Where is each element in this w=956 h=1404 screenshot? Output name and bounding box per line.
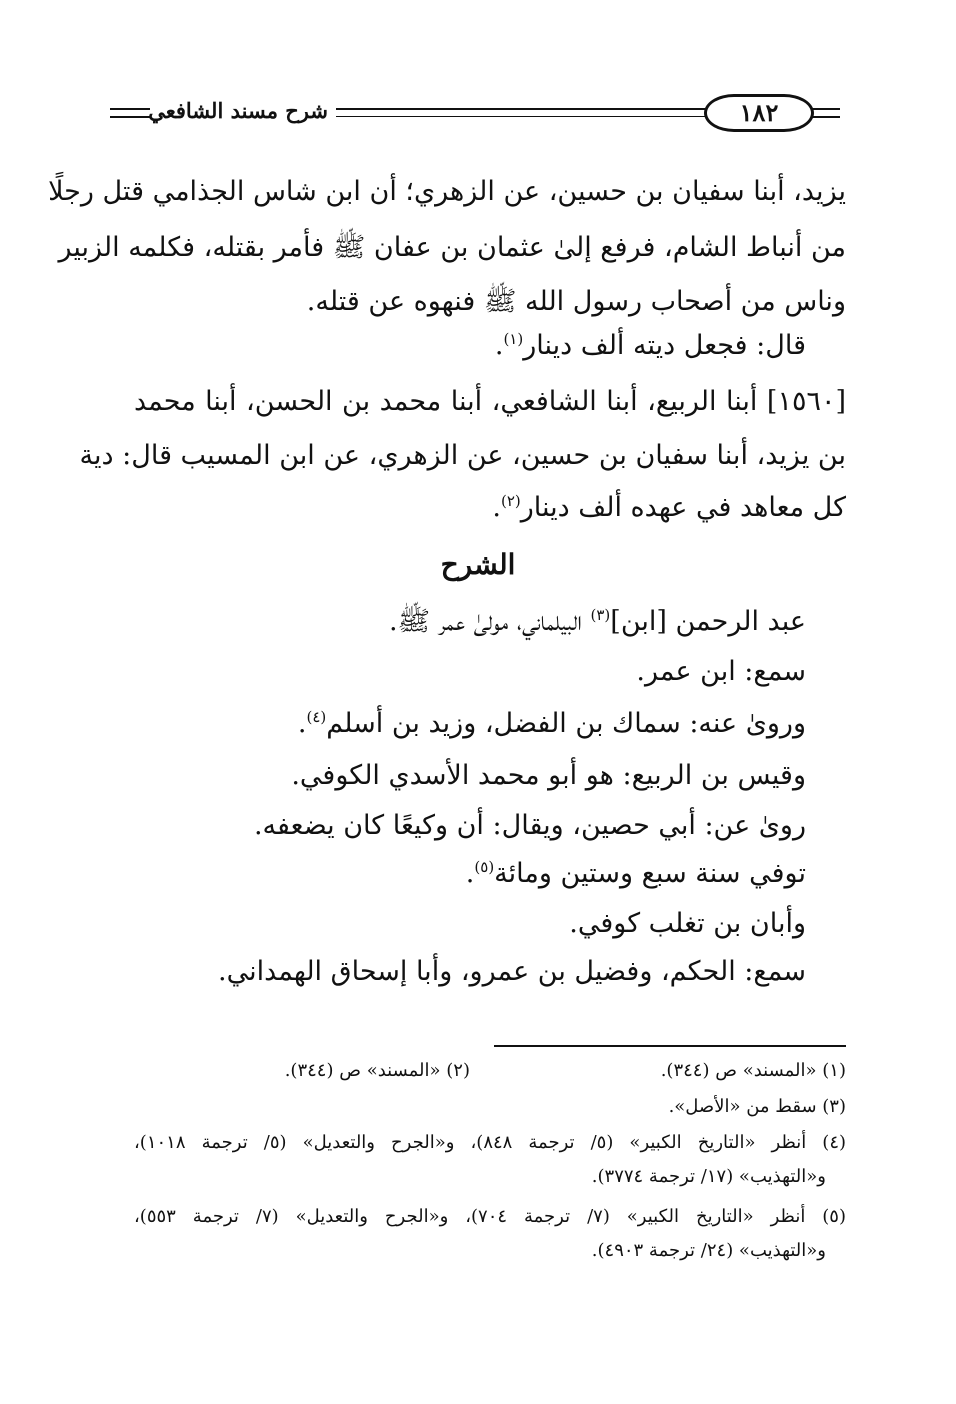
footnote-separator (494, 1045, 846, 1047)
footnote-ref-1: (١) (503, 330, 524, 348)
footnote-4-line-2: و«التهذيب» (١٧/ ترجمة ٣٧٧٤). (591, 1166, 826, 1187)
footnote-4-line-1: (٤) أنظر «التاريخ الكبير» (٥/ ترجمة ٨٤٨)، و«الجرح والتعديل» (٥/ ترجمة ١٠١٨)، (134, 1132, 847, 1153)
header-rule-right-1 (812, 108, 840, 110)
footnote-1: (١) «المسند» ص (٣٤٤). (660, 1060, 846, 1081)
sharh-line-6: توفي سنة سبع وستين ومائة$^{(٥)}$. (465, 858, 806, 889)
footnote-2: (٢) «المسند» ص (٣٤٤). (284, 1060, 470, 1081)
running-title: شرح مسند الشافعي (148, 98, 328, 123)
footnote-ref-4: (٤) (306, 708, 327, 726)
qal-text: قال: فجعل ديته ألف دينار (523, 330, 806, 361)
page-number: ١٨٢ (704, 94, 814, 132)
header-rule-middle-1 (336, 108, 706, 110)
page-header (110, 94, 840, 136)
sharh-line-1: عبد الرحمن [ابن]$^{(٣)}$ البيلماني، مولىٰ عمر ﷺ. (388, 606, 806, 637)
sharh-line-3: وروىٰ عنه: سماك بن الفضل، وزيد بن أسلم$^{(٤)}$. (297, 708, 806, 739)
hadith-line-2: بن يزيد، أبنا سفيان بن حسين، عن الزهري، عن ابن المسيب قال: دية (79, 440, 846, 471)
body-line-1: يزيد، أبنا سفيان بن حسين، عن الزهري؛ أن ابن شاس الجذامي قتل رجلًا (48, 176, 846, 207)
qal-line: قال: فجعل ديته ألف دينار$^{(١)}$. (494, 330, 806, 361)
sharh-heading: الشرح (440, 548, 516, 581)
sharh-line-8: سمع: الحكم، وفضيل بن عمرو، وأبا إسحاق الهمداني. (218, 956, 806, 987)
sharh-line-4: وقيس بن الربيع: هو أبو محمد الأسدي الكوفي. (291, 760, 806, 791)
header-rule-left-2 (110, 116, 150, 118)
footnote-3: (٣) سقط من «الأصل». (668, 1096, 846, 1117)
body-line-3: وناس من أصحاب رسول الله ﷺ فنهوه عن قتله. (306, 286, 846, 317)
header-rule-left-1 (110, 108, 150, 110)
header-rule-right-2 (812, 116, 840, 118)
footnote-5-line-2: و«التهذيب» (٢٤/ ترجمة ٤٩٠٣). (591, 1240, 826, 1261)
header-rule-middle-2 (336, 116, 706, 117)
hadith-last-text: كل معاهد في عهده ألف دينار (520, 492, 846, 523)
footnote-ref-2: (٢) (500, 492, 521, 510)
sharh-line-2: سمع: ابن عمر. (636, 656, 806, 687)
footnote-5-line-1: (٥) أنظر «التاريخ الكبير» (٧/ ترجمة ٧٠٤)، و«الجرح والتعديل» (٧/ ترجمة ٥٥٣)، (134, 1206, 846, 1227)
sharh-line-5: روىٰ عن: أبي حصين، ويقال: أن وكيعًا كان يضعفه. (253, 810, 806, 841)
body-line-2: من أنباط الشام، فرفع إلىٰ عثمان بن عفان ﷺ فأمر بقتله، فكلمه الزبير (58, 232, 846, 263)
sharh-line-7: وأبان بن تغلب كوفي. (569, 908, 806, 939)
footnote-ref-5: (٥) (474, 858, 495, 876)
hadith-line-1: [١٥٦٠] أبنا الربيع، أبنا الشافعي، أبنا محمد بن الحسن، أبنا محمد (134, 386, 846, 417)
hadith-line-3: كل معاهد في عهده ألف دينار$^{(٢)}$. (492, 492, 846, 523)
footnote-ref-3: (٣) (590, 606, 611, 624)
